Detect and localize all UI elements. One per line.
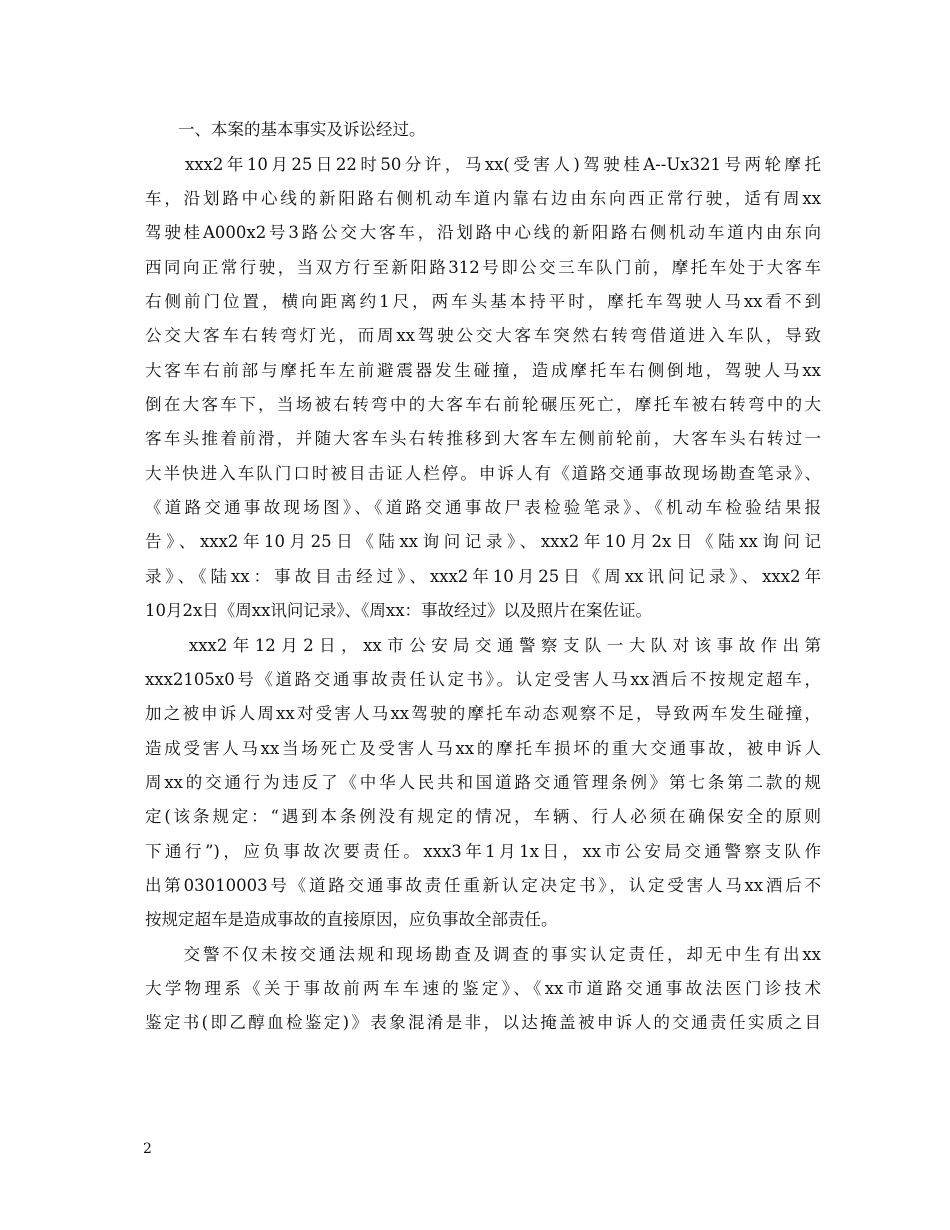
- text-line: xxx2年12月2日，xx市公安局交通警察支队一大队对该事故作出第: [145, 636, 821, 655]
- text-line: 驾驶桂A000x2号3路公交大客车，沿划路中心线的新阳路右侧机动车道内由东向: [145, 223, 821, 242]
- text-line: xxx2105x0号《道路交通事故责任认定书》。认定受害人马xx酒后不按规定超车，: [145, 670, 821, 689]
- text-line: 大学物理系《关于事故前两车车速的鉴定》、《xx市道路交通事故法医门诊技术: [145, 979, 821, 998]
- text-line: 车，沿划路中心线的新阳路右侧机动车道内靠右边由东向西正常行驶，适有周xx: [145, 189, 821, 208]
- text-line: 下通行”)，应负事故次要责任。xxx3年1月1x日，xx市公安局交通警察支队作: [145, 842, 821, 861]
- text-line: 大半快进入车队门口时被目击证人栏停。申诉人有《道路交通事故现场勘查笔录》、: [145, 464, 821, 483]
- text-line: 录》、《陆xx：事故目击经过》、xxx2年10月25日《周xx讯问记录》、xxx2年: [145, 567, 821, 586]
- text-line: 公交大客车右转弯灯光，而周xx驾驶公交大客车突然右转弯借道进入车队，导致: [145, 326, 821, 345]
- text-line: 造成受害人马xx当场死亡及受害人马xx的摩托车损坏的重大交通事故，被申诉人: [145, 739, 821, 758]
- text-line: 大客车右前部与摩托车左前避震器发生碰撞，造成摩托车右侧倒地，驾驶人马xx: [145, 361, 821, 380]
- text-line: 右侧前门位置，横向距离约1尺，两车头基本持平时，摩托车驾驶人马xx看不到: [145, 292, 821, 311]
- text-line: 加之被申诉人周xx对受害人马xx驾驶的摩托车动态观察不足，导致两车发生碰撞，: [145, 704, 821, 723]
- text-line: 西同向正常行驶，当双方行至新阳路312号即公交三车队门前，摩托车处于大客车: [145, 258, 821, 277]
- text-line: 客车头推着前滑，并随大客车头右转推移到大客车左侧前轮前，大客车头右转过一: [145, 429, 821, 448]
- text-line: 交警不仅未按交通法规和现场勘查及调查的事实认定责任，却无中生有出xx: [145, 945, 821, 964]
- text-line: 周xx的交通行为违反了《中华人民共和国道路交通管理条例》第七条第二款的规: [145, 773, 821, 792]
- page-number: 2: [143, 1141, 152, 1157]
- text-line: 10月2x日《周xx讯问记录》、《周xx：事故经过》以及照片在案佐证。: [145, 601, 653, 620]
- text-line: 鉴定书(即乙醇血检鉴定)》表象混淆是非，以达掩盖被申诉人的交通责任实质之目: [145, 1013, 821, 1032]
- text-line: 按规定超车是造成事故的直接原因，应负事故全部责任。: [145, 910, 558, 929]
- text-line: 《道路交通事故现场图》、《道路交通事故尸表检验笔录》、《机动车检验结果报: [145, 498, 821, 517]
- heading-line: 一、本案的基本事实及诉讼经过。: [145, 120, 426, 139]
- text-line: 告》、xxx2年10月25日《陆xx询问记录》、xxx2年10月2x日《陆xx询问记: [145, 532, 821, 551]
- text-line: xxx2年10月25日22时50分许，马xx(受害人)驾驶桂A--Ux321号两轮摩托: [145, 155, 821, 174]
- text-line: 定(该条规定：“遇到本条例没有规定的情况，车辆、行人必须在确保安全的原则: [145, 807, 821, 826]
- text-line: 倒在大客车下，当场被右转弯中的大客车右前轮碾压死亡，摩托车被右转弯中的大: [145, 395, 821, 414]
- text-line: 出第03010003号《道路交通事故责任重新认定决定书》，认定受害人马xx酒后不: [145, 876, 821, 895]
